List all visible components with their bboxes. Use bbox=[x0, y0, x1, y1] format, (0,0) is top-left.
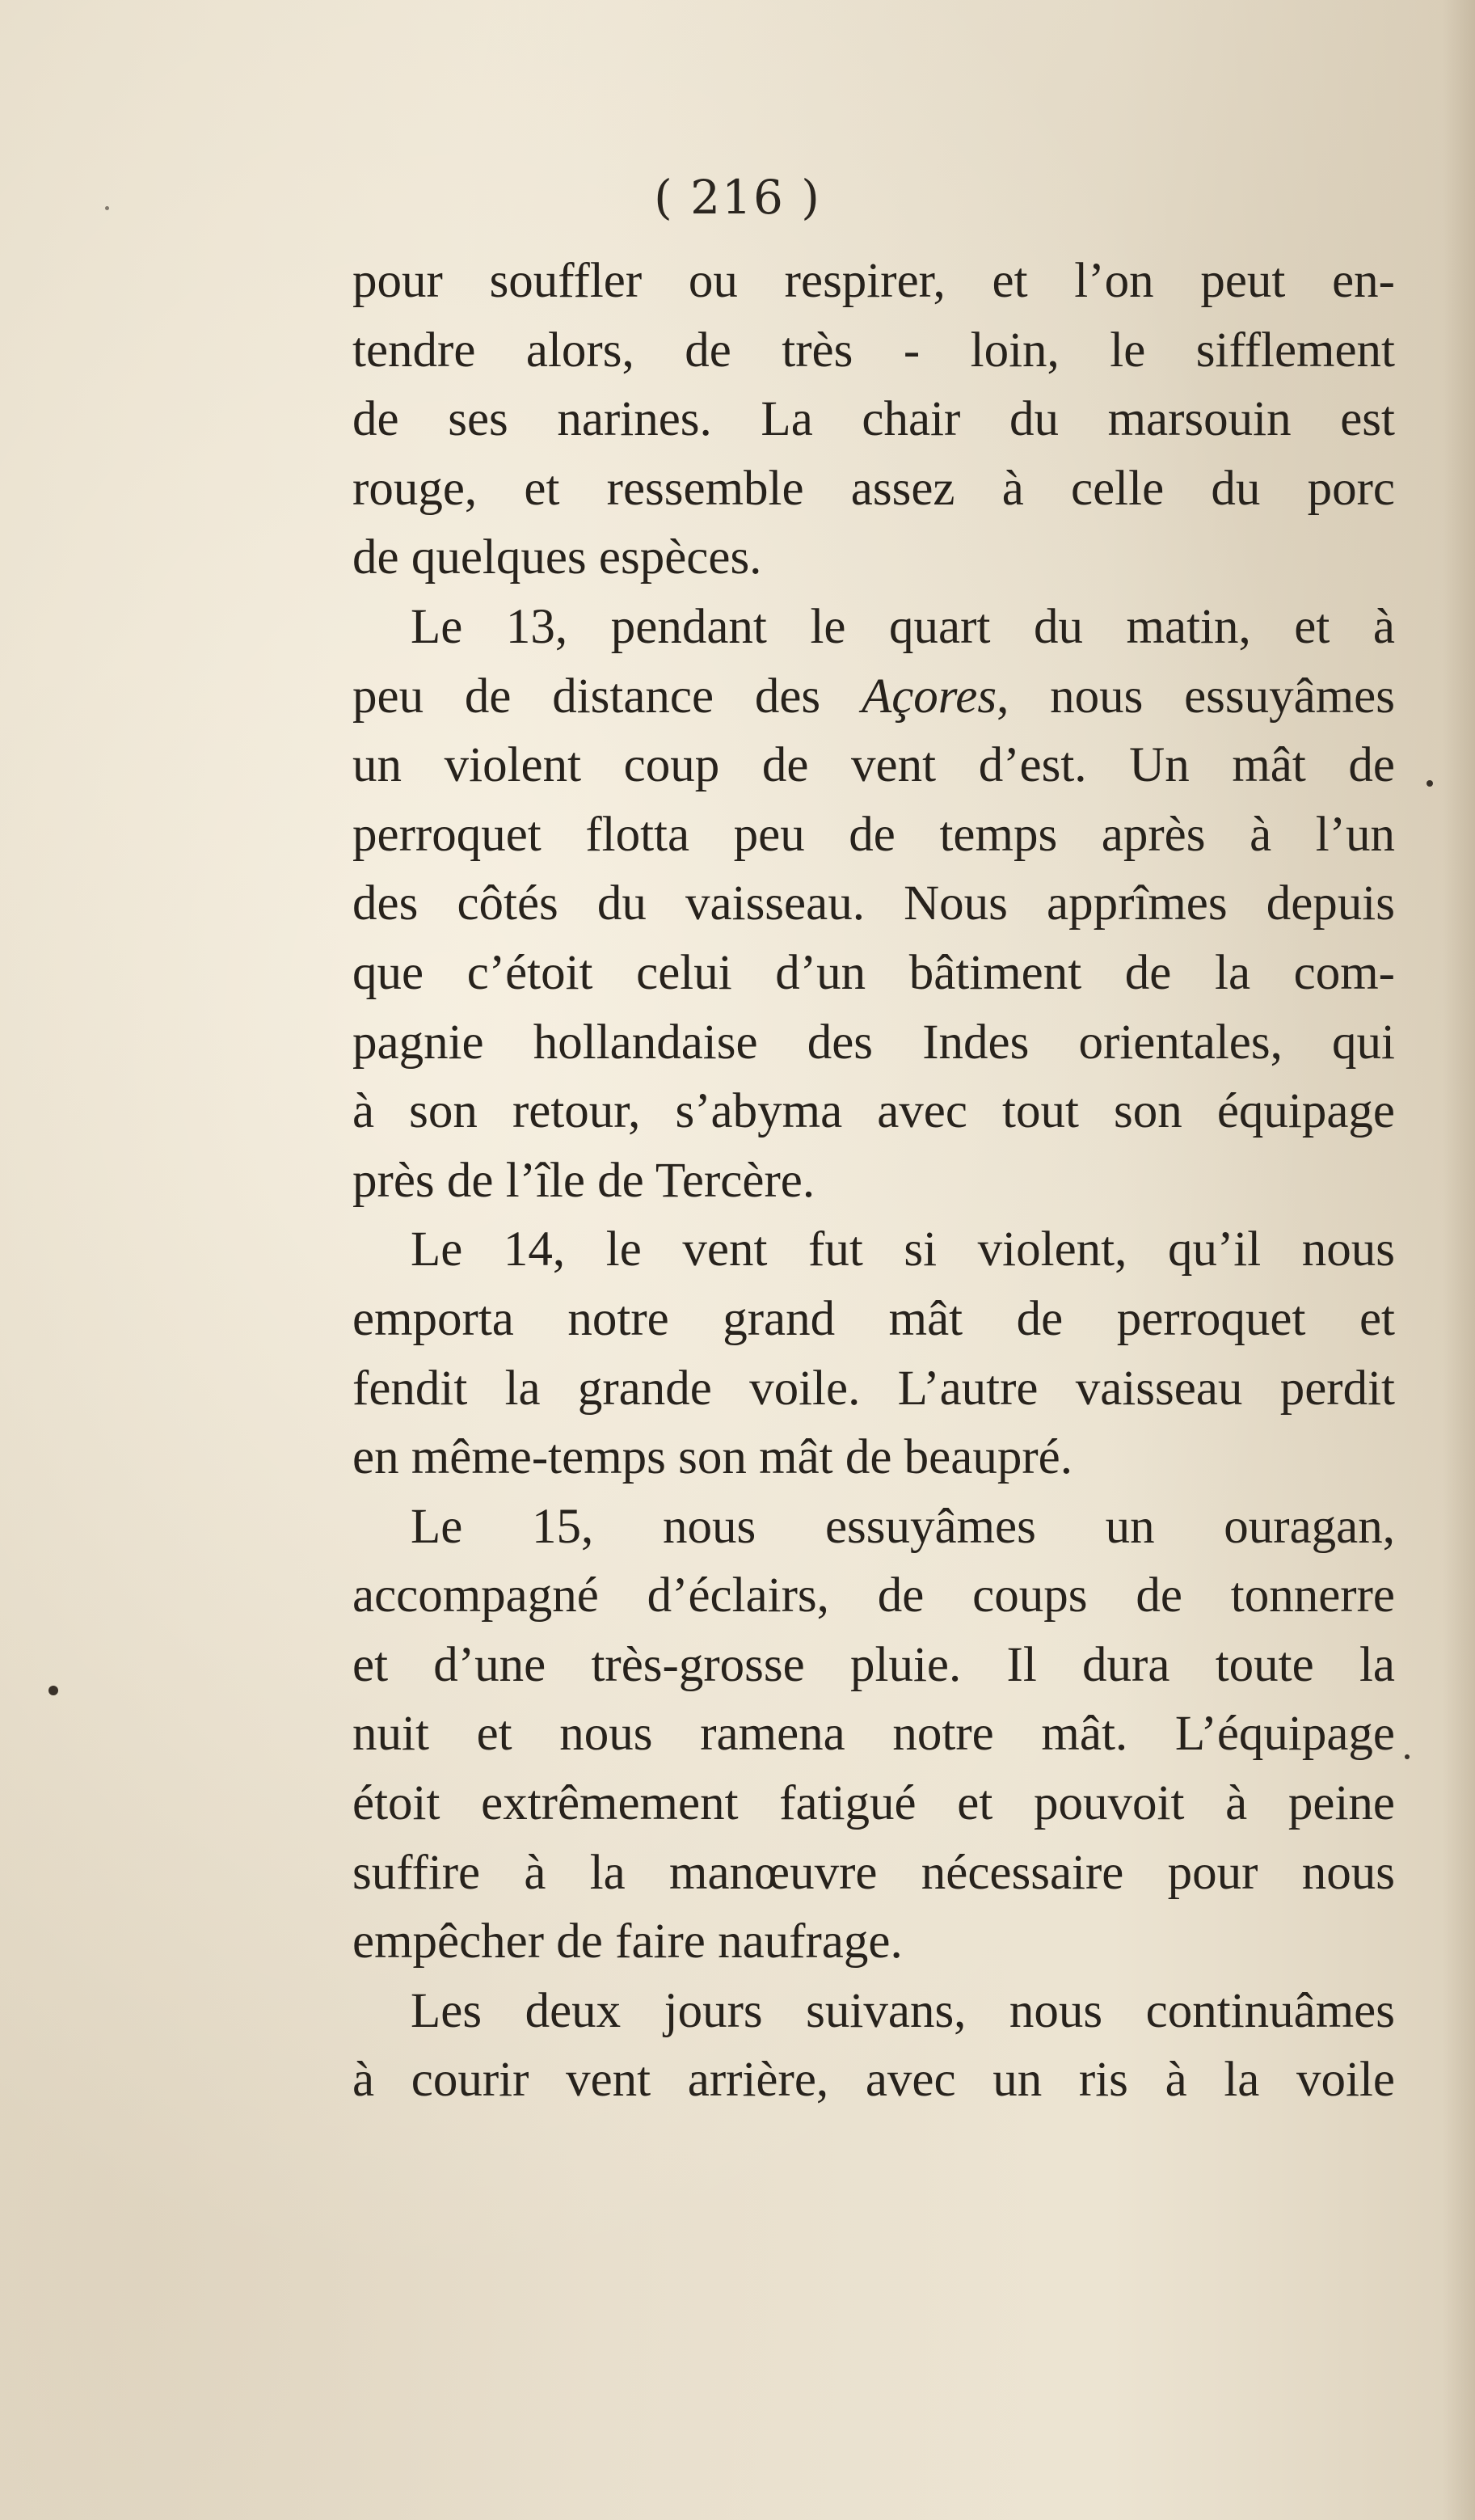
text-line: un violent coup de vent d’est. Un mât de bbox=[352, 738, 1395, 793]
text-line: Le 14, le vent fut si violent, qu’il nous bbox=[411, 1222, 1395, 1277]
text-line: Les deux jours suivans, nous continuâmes bbox=[411, 1983, 1395, 2038]
text-line: accompagné d’éclairs, de coups de tonnerre bbox=[352, 1568, 1395, 1623]
text-line: empêcher de faire naufrage. bbox=[352, 1914, 903, 1969]
text-line: près de l’île de Tercère. bbox=[352, 1153, 815, 1208]
text-line: emporta notre grand mât de perroquet et bbox=[352, 1291, 1395, 1346]
text-line: tendre alors, de très - loin, le sifflement bbox=[352, 323, 1395, 378]
text-line: Le 15, nous essuyâmes un ouragan, bbox=[411, 1499, 1395, 1554]
text-line: Le 13, pendant le quart du matin, et à bbox=[411, 599, 1395, 654]
text-line: étoit extrêmement fatigué et pouvoit à peine bbox=[352, 1776, 1395, 1831]
text-line: pagnie hollandaise des Indes orientales, qui bbox=[352, 1015, 1395, 1070]
text-line: des côtés du vaisseau. Nous apprîmes depuis bbox=[352, 876, 1395, 931]
paper-speck bbox=[1405, 1754, 1410, 1759]
text-line: que c’étoit celui d’un bâtiment de la com- bbox=[352, 945, 1395, 1000]
text-line: et d’une très-grosse pluie. Il dura toute la bbox=[352, 1637, 1395, 1692]
text-line: à courir vent arrière, avec un ris à la voile bbox=[352, 2053, 1395, 2108]
paper-speck bbox=[48, 1686, 58, 1695]
text-segment: , nous essuyâmes bbox=[997, 669, 1395, 724]
text-segment: peu de distance des bbox=[352, 669, 821, 724]
paper-speck bbox=[1427, 780, 1433, 787]
text-line: de quelques espèces. bbox=[352, 530, 762, 585]
text-line: perroquet flotta peu de temps après à l’un bbox=[352, 807, 1395, 862]
text-line: en même-temps son mât de beaupré. bbox=[352, 1430, 1073, 1485]
text-line: suffire à la manœuvre nécessaire pour nous bbox=[352, 1845, 1395, 1900]
place-name-italic: Açores bbox=[861, 669, 997, 724]
text-line-with-italic bbox=[352, 662, 1395, 732]
text-line: fendit la grande voile. L’autre vaisseau perdit bbox=[352, 1361, 1395, 1416]
page-edge-shadow bbox=[1443, 0, 1475, 2520]
text-line: pour souffler ou respirer, et l’on peut en- bbox=[352, 254, 1395, 308]
page-number: ( 216 ) bbox=[654, 170, 821, 225]
body-text bbox=[352, 247, 1395, 2115]
text-line: de ses narines. La chair du marsouin est bbox=[352, 392, 1395, 447]
paper-speck bbox=[105, 206, 109, 210]
text-line: à son retour, s’abyma avec tout son équipage bbox=[352, 1084, 1395, 1139]
text-line: nuit et nous ramena notre mât. L’équipage bbox=[352, 1707, 1395, 1762]
text-line: rouge, et ressemble assez à celle du porc bbox=[352, 461, 1395, 516]
